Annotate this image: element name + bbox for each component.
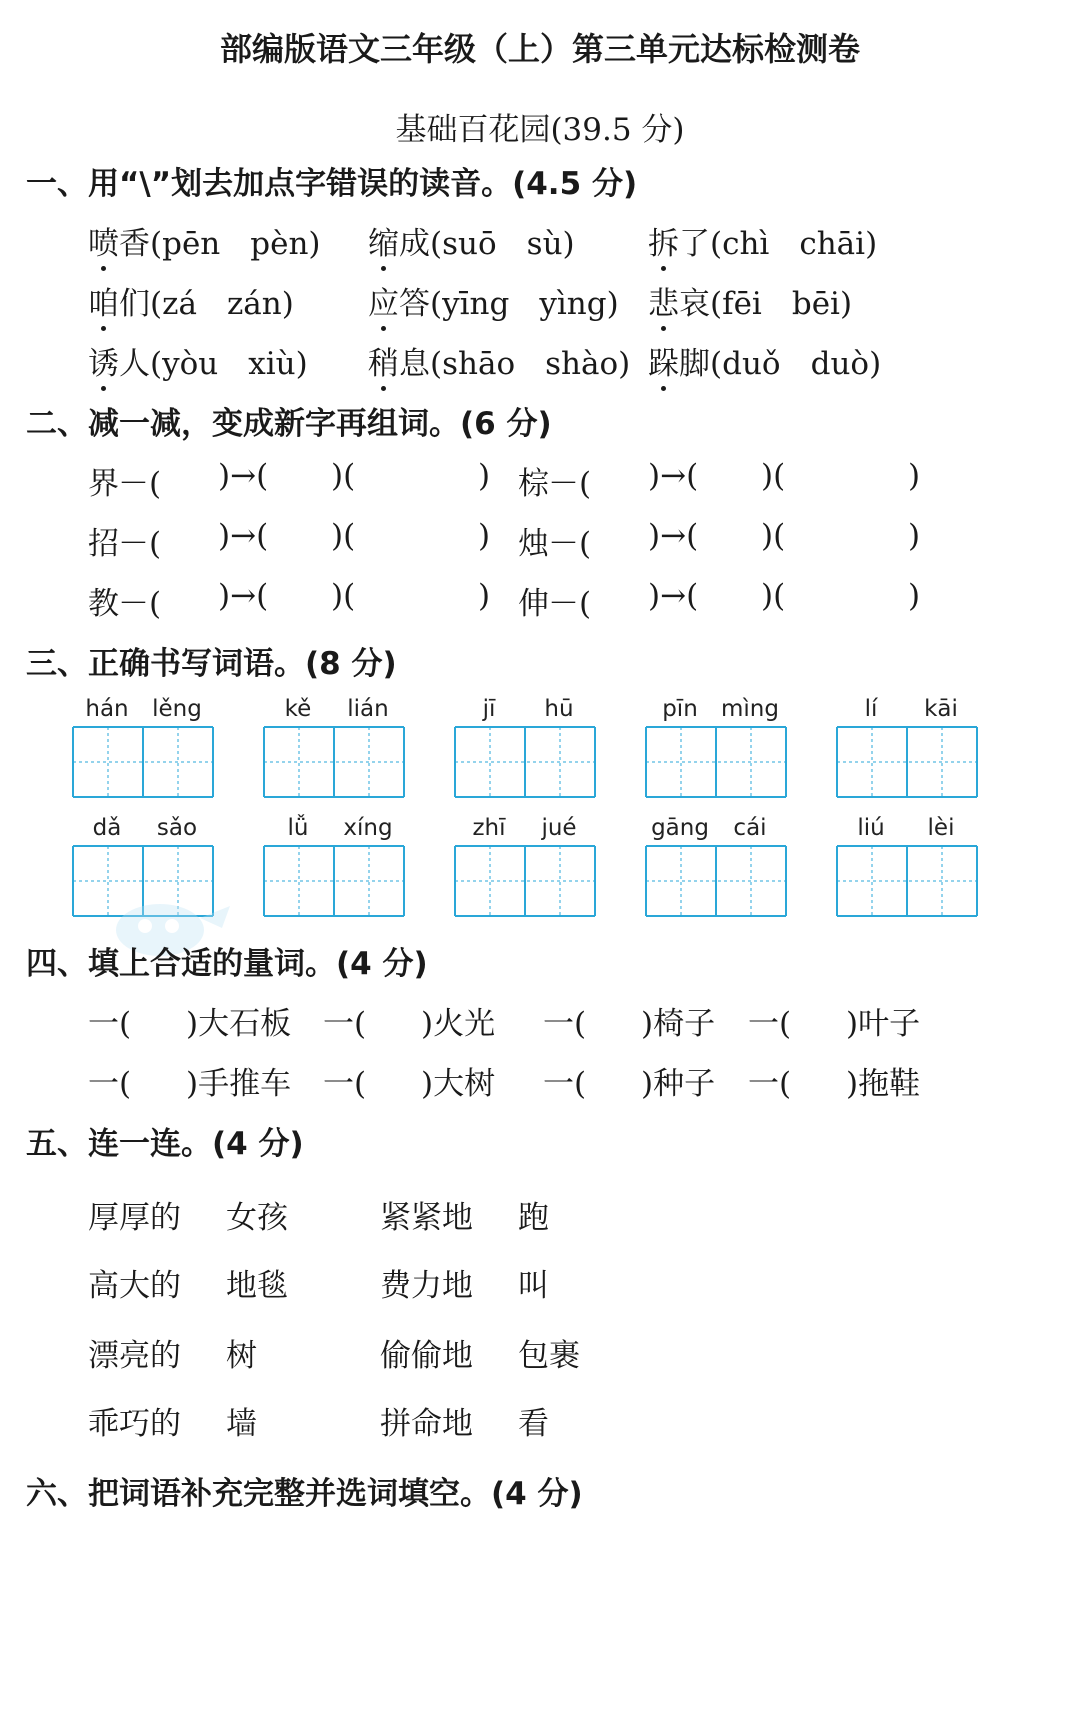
reading-option-a: pēn	[162, 226, 221, 262]
subtract-end: )	[908, 518, 921, 554]
q3-heading: 三、正确书写词语。(8 分)	[26, 646, 397, 682]
match-word: 漂亮的	[88, 1338, 181, 1374]
word-rest: 脚	[679, 346, 710, 382]
reading-option-a: duǒ	[722, 346, 781, 382]
pinyin-label: dǎ	[92, 815, 122, 841]
pinyin-label: liú	[857, 815, 885, 841]
match-word: 跑	[518, 1200, 549, 1236]
paren-close: )	[839, 286, 853, 322]
paren-open: (	[150, 226, 163, 262]
reading-option-b: pèn	[250, 226, 309, 262]
pinyin-label: pīn	[662, 696, 698, 722]
paren-close: )	[869, 346, 882, 382]
pinyin-choice-item	[368, 338, 630, 383]
subtract-mid: )(	[761, 578, 786, 614]
pinyin-label: sǎo	[156, 815, 198, 841]
word-rest: 成	[399, 226, 430, 262]
dotted-char: 喷	[88, 218, 119, 263]
subtract-mid: )(	[331, 458, 356, 494]
measure-word-noun: )椅子	[641, 1006, 716, 1042]
q6-heading: 六、把词语补充完整并选词填空。(4 分)	[26, 1476, 583, 1512]
measure-word-prefix: 一(	[323, 1066, 367, 1102]
reading-option-a: shāo	[442, 346, 516, 382]
pinyin-choice-item	[648, 278, 852, 323]
match-word: 费力地	[380, 1268, 473, 1304]
section-subtitle: 基础百花园(39.5 分)	[395, 112, 685, 148]
match-word: 拼命地	[380, 1406, 473, 1442]
paren-close: )	[562, 226, 575, 262]
pinyin-choice-item	[648, 338, 881, 383]
pinyin-label: cái	[733, 815, 767, 841]
subtract-minus: －(	[118, 466, 162, 502]
subtract-mid: )(	[331, 578, 356, 614]
tianzige-grid	[836, 845, 978, 917]
tianzige-grid	[263, 845, 405, 917]
pinyin-label: hán	[85, 696, 129, 722]
subtract-mid: )(	[761, 518, 786, 554]
dotted-char: 拆	[648, 218, 679, 263]
measure-word-noun: )叶子	[846, 1006, 921, 1042]
pinyin-choice-item	[88, 278, 294, 323]
measure-word-noun: )拖鞋	[846, 1066, 921, 1102]
subtract-char: 招	[88, 526, 119, 562]
subtract-mid: )(	[331, 518, 356, 554]
paren-open: (	[150, 346, 163, 382]
dotted-char: 应	[368, 278, 399, 323]
paren-close: )	[308, 226, 321, 262]
match-word: 高大的	[88, 1268, 181, 1304]
reading-option-b: bēi	[791, 286, 840, 322]
word-rest: 哀	[679, 286, 710, 322]
subtract-minus: －(	[118, 526, 162, 562]
paren-open: (	[710, 226, 723, 262]
subtract-end: )	[908, 458, 921, 494]
word-rest: 息	[399, 346, 430, 382]
measure-word-prefix: 一(	[323, 1006, 367, 1042]
tianzige-grid	[263, 726, 405, 798]
measure-word-prefix: 一(	[88, 1066, 132, 1102]
paren-open: (	[710, 346, 723, 382]
reading-option-b: yìng	[539, 286, 607, 322]
subtract-arrow: )→(	[218, 518, 269, 554]
dotted-char: 诱	[88, 338, 119, 383]
paren-close: )	[606, 286, 619, 322]
word-rest: 们	[119, 286, 150, 322]
tianzige-grid	[645, 845, 787, 917]
reading-option-b: zán	[226, 286, 282, 322]
subtract-end: )	[478, 458, 491, 494]
pinyin-choice-item	[88, 218, 321, 263]
match-word: 包裹	[518, 1338, 580, 1374]
reading-option-b: xiù	[248, 346, 296, 382]
word-rest: 答	[399, 286, 430, 322]
reading-option-a: zá	[162, 286, 197, 322]
subtract-char: 界	[88, 466, 119, 502]
paren-close: )	[281, 286, 294, 322]
match-word: 地毯	[226, 1268, 288, 1304]
subtract-minus: －(	[118, 586, 162, 622]
pinyin-choice-item	[368, 278, 619, 323]
paren-open: (	[430, 226, 443, 262]
reading-option-b: shào	[545, 346, 619, 382]
paren-close: )	[618, 346, 631, 382]
subtract-char: 烛	[518, 526, 549, 562]
subtract-arrow: )→(	[648, 578, 699, 614]
word-rest: 了	[679, 226, 710, 262]
subtract-end: )	[478, 518, 491, 554]
paren-close: )	[865, 226, 878, 262]
reading-option-a: yīng	[442, 286, 510, 322]
paren-open: (	[430, 346, 443, 382]
pinyin-label: lián	[347, 696, 389, 722]
subtract-minus: －(	[548, 586, 592, 622]
q4-heading: 四、填上合适的量词。(4 分)	[26, 946, 428, 982]
pinyin-label: kāi	[924, 696, 958, 722]
reading-option-b: chāi	[799, 226, 866, 262]
match-word: 紧紧地	[380, 1200, 473, 1236]
reading-option-a: yòu	[162, 346, 219, 382]
pinyin-label: lěng	[152, 696, 202, 722]
pinyin-label: mìng	[721, 696, 779, 722]
match-word: 偷偷地	[380, 1338, 473, 1374]
pinyin-label: zhī	[472, 815, 506, 841]
subtract-arrow: )→(	[648, 458, 699, 494]
match-word: 厚厚的	[88, 1200, 181, 1236]
subtract-char: 棕	[518, 466, 549, 502]
dotted-char: 咱	[88, 278, 119, 323]
measure-word-noun: )火光	[421, 1006, 496, 1042]
reading-option-b: duò	[810, 346, 870, 382]
pinyin-label: hū	[544, 696, 574, 722]
pinyin-choice-item	[88, 338, 308, 383]
pinyin-label: gāng	[651, 815, 709, 841]
pinyin-label: xíng	[343, 815, 393, 841]
q2-heading: 二、减一减，变成新字再组词。(6 分)	[26, 406, 552, 442]
subtract-arrow: )→(	[218, 578, 269, 614]
pinyin-choice-item	[648, 218, 877, 263]
tianzige-grid	[454, 845, 596, 917]
subtract-mid: )(	[761, 458, 786, 494]
pinyin-label: lèi	[927, 815, 955, 841]
subtract-minus: －(	[548, 466, 592, 502]
dotted-char: 跺	[648, 338, 679, 383]
reading-option-a: fēi	[722, 286, 762, 322]
subtract-char: 教	[88, 586, 119, 622]
dotted-char: 悲	[648, 278, 679, 323]
measure-word-prefix: 一(	[543, 1006, 587, 1042]
match-word: 叫	[518, 1268, 549, 1304]
word-rest: 人	[119, 346, 150, 382]
pinyin-label: jī	[482, 696, 496, 722]
reading-option-a: chì	[722, 226, 770, 262]
match-word: 树	[226, 1338, 257, 1374]
measure-word-noun: )手推车	[186, 1066, 292, 1102]
match-word: 乖巧的	[88, 1406, 181, 1442]
dotted-char: 稍	[368, 338, 399, 383]
measure-word-noun: )大石板	[186, 1006, 292, 1042]
q5-heading: 五、连一连。(4 分)	[26, 1126, 304, 1162]
tianzige-grid	[836, 726, 978, 798]
match-word: 女孩	[226, 1200, 288, 1236]
paren-close: )	[295, 346, 308, 382]
pinyin-choice-item	[368, 218, 575, 263]
pinyin-label: lí	[864, 696, 878, 722]
paren-open: (	[710, 286, 723, 322]
page-title: 部编版语文三年级（上）第三单元达标检测卷	[219, 30, 860, 68]
measure-word-prefix: 一(	[543, 1066, 587, 1102]
measure-word-prefix: 一(	[748, 1006, 792, 1042]
pinyin-label: jué	[541, 815, 577, 841]
q1-heading: 一、用“\”划去加点字错误的读音。(4.5 分)	[26, 166, 638, 202]
tianzige-grid	[645, 726, 787, 798]
pinyin-label: lǚ	[287, 815, 309, 841]
tianzige-grid	[72, 726, 214, 798]
reading-option-a: suō	[442, 226, 497, 262]
measure-word-noun: )大树	[421, 1066, 496, 1102]
measure-word-noun: )种子	[641, 1066, 716, 1102]
word-rest: 香	[119, 226, 150, 262]
paren-open: (	[150, 286, 163, 322]
match-word: 墙	[226, 1406, 257, 1442]
subtract-arrow: )→(	[218, 458, 269, 494]
pinyin-label: kě	[284, 696, 312, 722]
dotted-char: 缩	[368, 218, 399, 263]
measure-word-prefix: 一(	[748, 1066, 792, 1102]
paren-open: (	[430, 286, 443, 322]
tianzige-grid	[454, 726, 596, 798]
measure-word-prefix: 一(	[88, 1006, 132, 1042]
subtract-minus: －(	[548, 526, 592, 562]
subtract-end: )	[908, 578, 921, 614]
reading-option-b: sù	[526, 226, 563, 262]
match-word: 看	[518, 1406, 549, 1442]
subtract-end: )	[478, 578, 491, 614]
subtract-char: 伸	[518, 586, 549, 622]
subtract-arrow: )→(	[648, 518, 699, 554]
